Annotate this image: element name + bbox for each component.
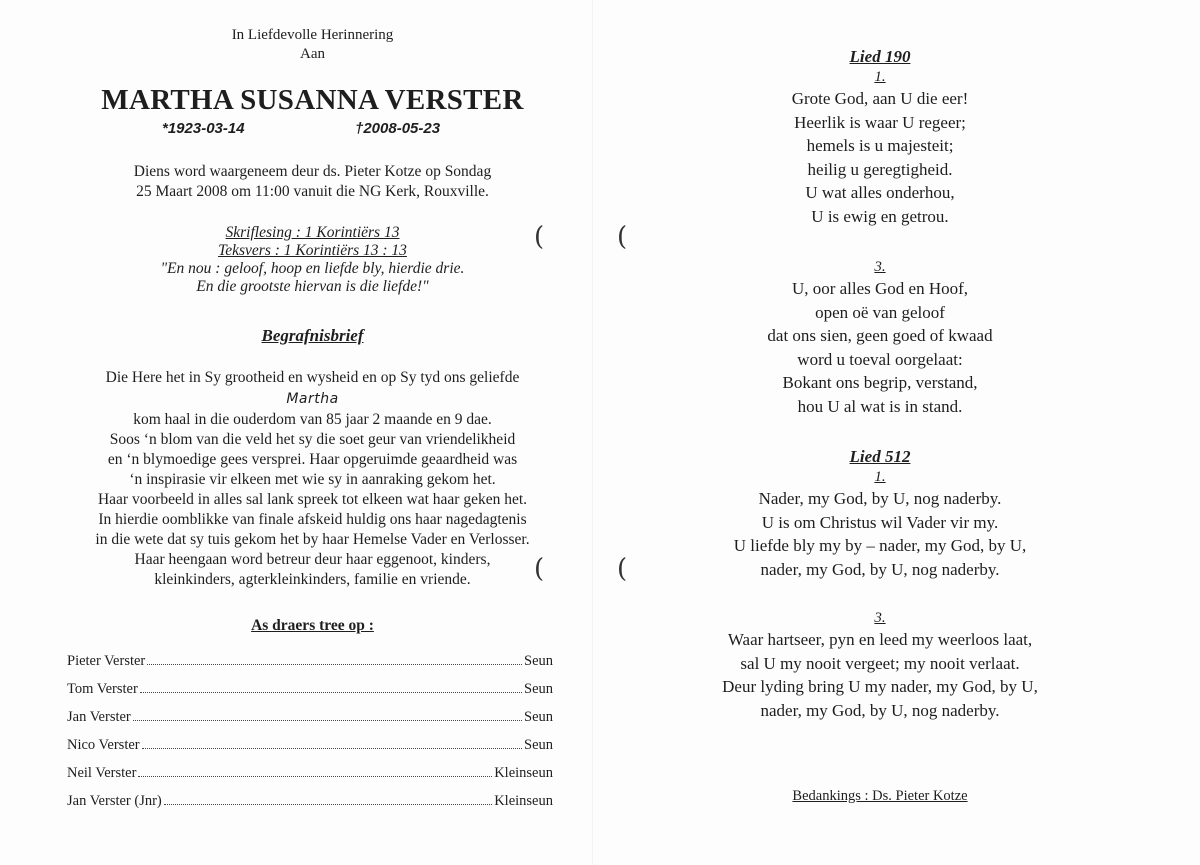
pallbearers-title: As draers tree op : <box>251 617 374 634</box>
binding-mark: ( <box>617 222 628 252</box>
hymn-190 <box>600 46 1160 228</box>
hymn-line: Deur lyding bring U my nader, my God, by U, <box>722 677 1038 696</box>
pallbearer-row <box>67 653 553 681</box>
hymn-title: Lied 512 <box>849 447 911 466</box>
hymn-190-verse-3 <box>600 258 1160 418</box>
hymn-line: U liefde bly my by – nader, my God, by U, <box>733 536 1027 555</box>
verse-number: 3. <box>874 610 886 626</box>
pallbearers-list <box>67 653 553 821</box>
scripture-readings <box>40 224 585 296</box>
acknowledgements: Bedankings : Ds. Pieter Kotze <box>792 788 968 804</box>
funeral-letter <box>40 368 585 590</box>
dedication-line: Aan <box>300 46 325 62</box>
hymn-line: Nader, my God, by U, nog naderby. <box>758 489 1002 508</box>
pallbearer-name: Neil Verster <box>67 765 137 781</box>
hymn-line: word u toeval oorgelaat: <box>797 349 963 369</box>
dedication <box>40 26 585 64</box>
hymn-line: U wat alles onderhou, <box>805 183 955 202</box>
binding-mark: ( <box>534 554 545 584</box>
pallbearer-relation: Seun <box>524 653 553 669</box>
letter-line: ‘n inspirasie vir elkeen met wie sy in aanraking gekom het. <box>129 471 496 488</box>
letter-line: kom haal in die ouderdom van 85 jaar 2 maande en 9 dae. <box>133 411 492 428</box>
hymn-line: Heerlik is waar U regeer; <box>794 112 966 132</box>
hymn-line: U is ewig en getrou. <box>811 206 949 226</box>
hymn-line: hemels is u majesteit; <box>806 136 954 155</box>
scripture-reading: Skriflesing : 1 Korintiërs 13 <box>225 224 400 241</box>
hymn-title: Lied 190 <box>849 47 911 66</box>
hymn-512-verse-3 <box>600 609 1160 722</box>
handwritten-name: Martha <box>286 391 339 407</box>
hymn-line: U is om Christus wil Vader vir my. <box>761 512 999 532</box>
pallbearer-name: Jan Verster <box>67 709 131 725</box>
pallbearer-name: Pieter Verster <box>67 653 146 669</box>
pallbearer-row <box>67 709 553 737</box>
letter-line: In hierdie oomblikke van finale afskeid huldig ons haar nagedagtenis <box>98 511 527 528</box>
hymn-line: Bokant ons begrip, verstand, <box>782 373 978 392</box>
binding-mark: ( <box>534 222 545 252</box>
pallbearer-relation: Kleinseun <box>494 765 553 781</box>
pallbearer-row <box>67 765 553 793</box>
letter-line: Haar voorbeeld in alles sal lank spreek tot elkeen wat haar geken het. <box>97 491 528 508</box>
pallbearer-relation: Kleinseun <box>494 793 553 809</box>
funeral-letter-title: Begrafnisbrief <box>261 326 364 345</box>
letter-line: Die Here het in Sy grootheid en wysheid en op Sy tyd ons geliefde <box>105 369 520 386</box>
verse-number: 1. <box>874 469 886 485</box>
binding-mark: ( <box>617 554 628 584</box>
leader-dots <box>138 776 492 777</box>
pallbearer-name: Jan Verster (Jnr) <box>67 793 162 809</box>
service-line: Diens word waargeneem deur ds. Pieter Kotze op Sondag <box>133 163 492 180</box>
dedication-line: In Liefdevolle Herinnering <box>231 27 394 43</box>
leader-dots <box>147 664 522 665</box>
hymn-line: dat ons sien, geen goed of kwaad <box>767 326 993 345</box>
letter-line: Haar heengaan word betreur deur haar eggenoot, kinders, <box>134 551 491 568</box>
leader-dots <box>133 720 522 721</box>
service-line: 25 Maart 2008 om 11:00 vanuit die NG Kerk, Rouxville. <box>136 183 489 200</box>
hymn-line: Grote God, aan U die eer! <box>791 89 969 108</box>
letter-line: kleinkinders, agterkleinkinders, familie en vriende. <box>154 571 471 588</box>
letter-line: Soos ‘n blom van die veld het sy die soet geur van vriendelikheid <box>109 431 516 448</box>
hymn-line: nader, my God, by U, nog naderby. <box>760 700 1000 720</box>
pallbearer-row <box>67 793 553 821</box>
hymn-line: Waar hartseer, pyn en leed my weerloos laat, <box>727 630 1033 649</box>
pallbearer-name: Nico Verster <box>67 737 140 753</box>
leader-dots <box>140 692 522 693</box>
hymn-line: U, oor alles God en Hoof, <box>791 279 969 298</box>
pallbearer-name: Tom Verster <box>67 681 138 697</box>
quote-line: "En nou : geloof, hoop en liefde bly, hierdie drie. <box>160 260 465 277</box>
hymn-line: nader, my God, by U, nog naderby. <box>760 559 1000 579</box>
birth-date: *1923-03-14 <box>162 120 245 137</box>
pallbearer-relation: Seun <box>524 737 553 753</box>
fold-line <box>592 0 593 865</box>
letter-line: en ‘n blymoedige gees versprei. Haar opgeruimde geaardheid was <box>107 451 518 468</box>
pallbearer-row <box>67 681 553 709</box>
text-verse: Teksvers : 1 Korintiërs 13 : 13 <box>218 242 407 259</box>
leader-dots <box>142 748 522 749</box>
hymn-line: open oë van geloof <box>815 302 945 322</box>
hymn-512 <box>600 446 1160 581</box>
verse-number: 3. <box>874 259 886 275</box>
service-info <box>40 162 585 202</box>
hymn-line: sal U my nooit vergeet; my nooit verlaat. <box>740 653 1020 673</box>
quote-line: En die grootste hiervan is die liefde!" <box>196 278 429 295</box>
hymn-line: heilig u geregtigheid. <box>807 159 953 179</box>
verse-number: 1. <box>874 69 886 85</box>
hymn-line: hou U al wat is in stand. <box>797 396 963 416</box>
pallbearer-relation: Seun <box>524 681 553 697</box>
death-date: †2008-05-23 <box>355 120 441 137</box>
letter-line: in die wete dat sy tuis gekom het by haar Hemelse Vader en Verlosser. <box>95 531 530 548</box>
deceased-name: MARTHA SUSANNA VERSTER <box>101 84 524 116</box>
leader-dots <box>164 804 492 805</box>
pallbearer-row <box>67 737 553 765</box>
pallbearer-relation: Seun <box>524 709 553 725</box>
